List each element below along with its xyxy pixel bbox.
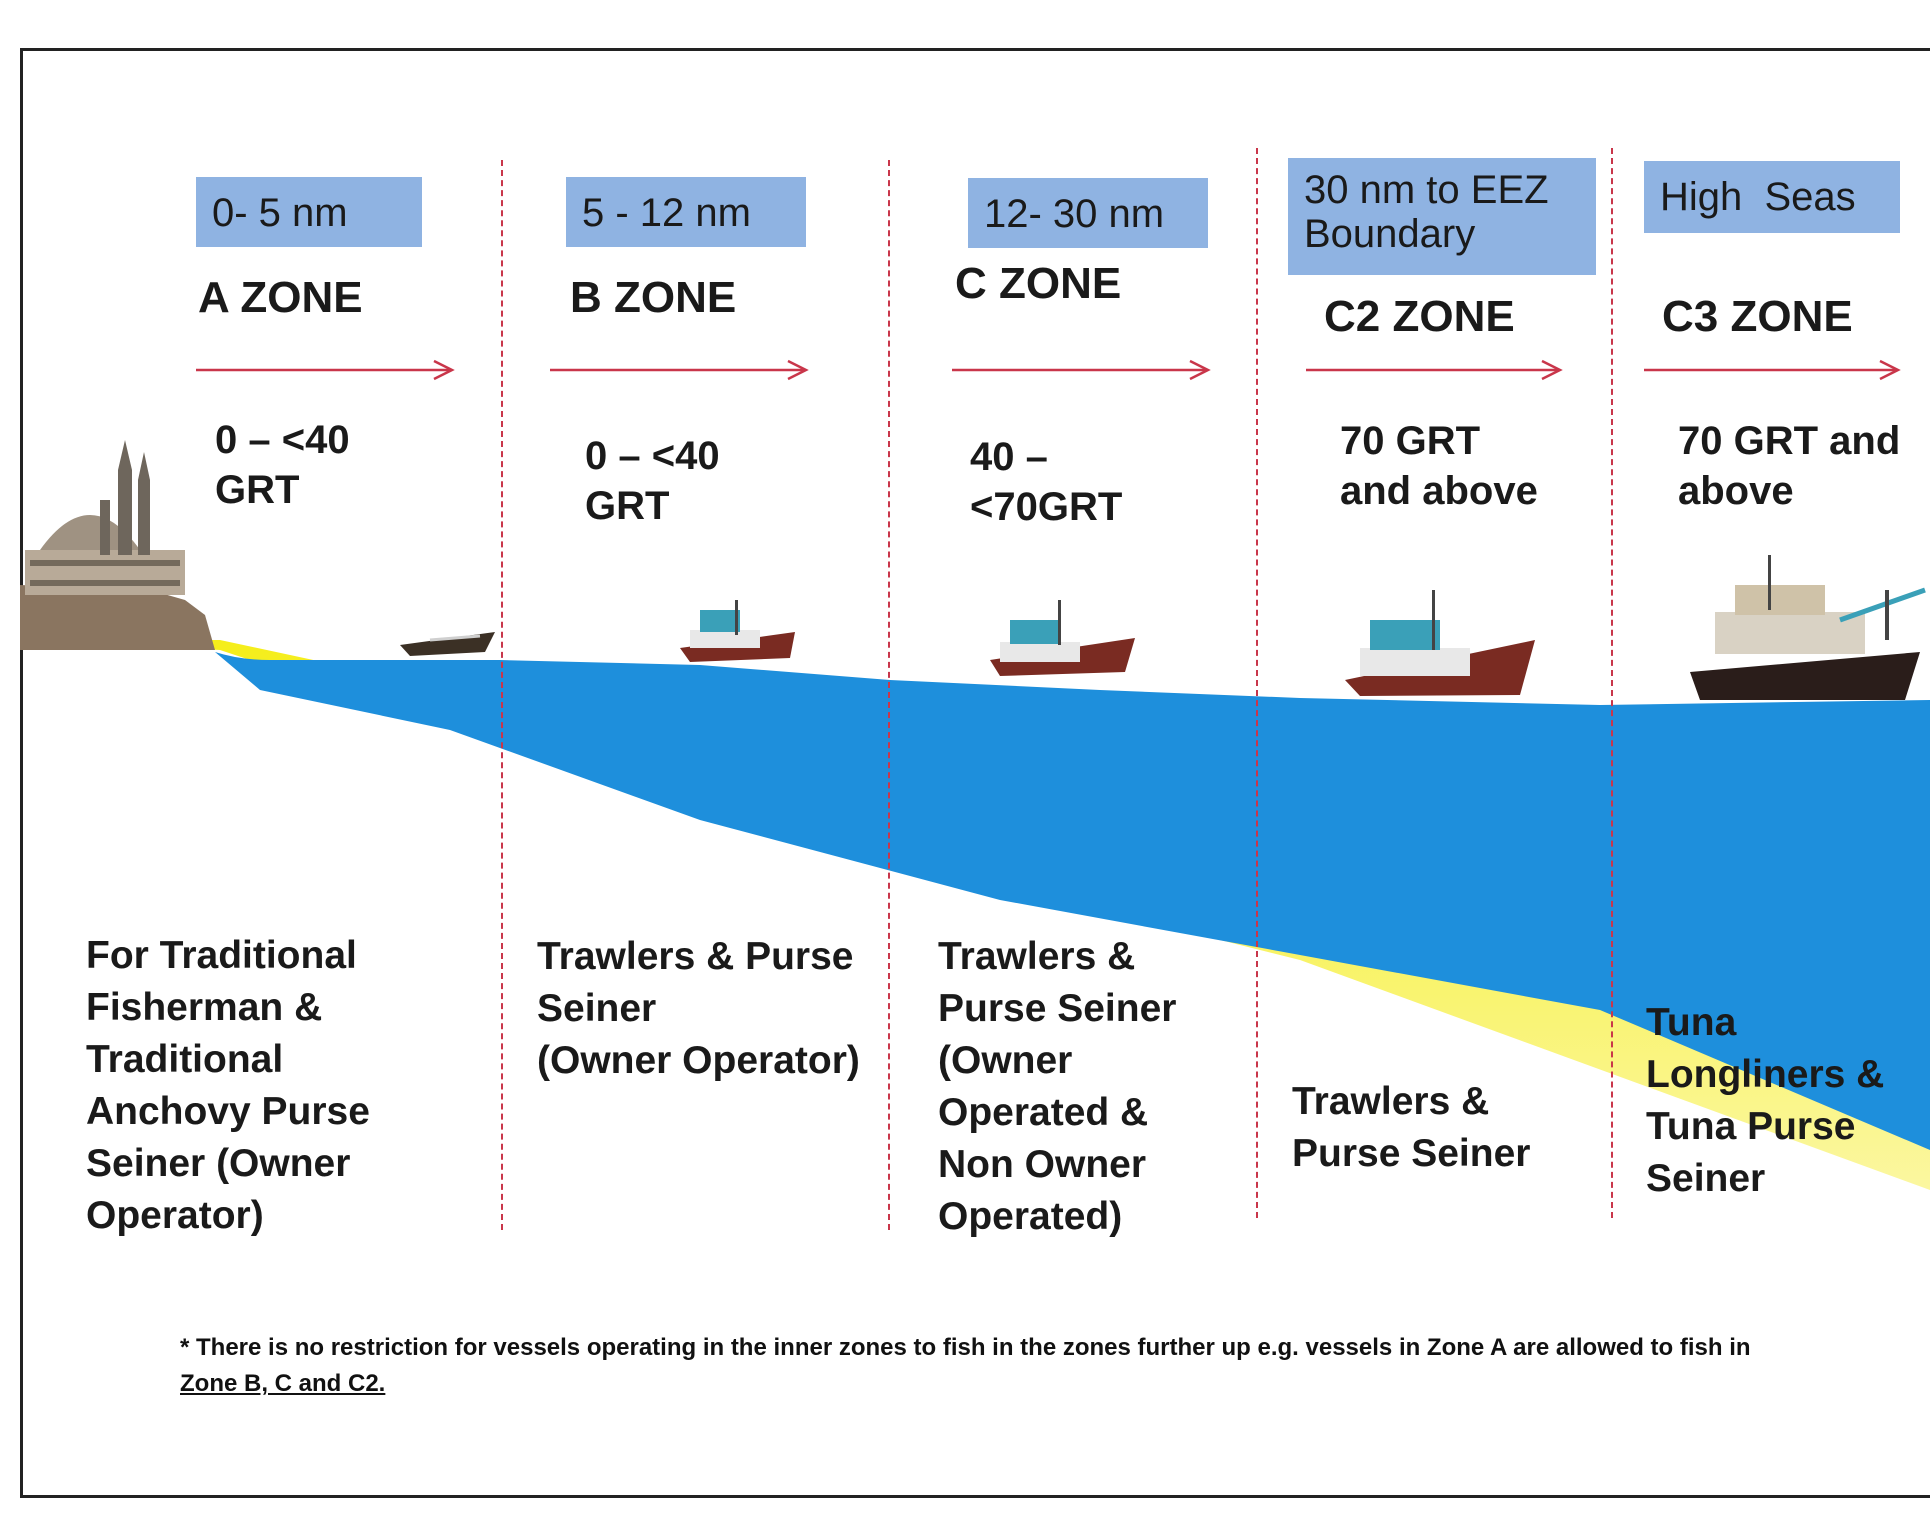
zone-divider <box>1256 148 1258 1218</box>
mosque-icon <box>20 440 215 650</box>
zone-c2-vessels: Trawlers & Purse Seiner <box>1292 1080 1531 1175</box>
zone-c-grt: 40 – <70GRT <box>970 435 1123 529</box>
zone-a-grt: 0 – <40 GRT <box>215 418 350 512</box>
zone-b-grt: 0 – <40 GRT <box>585 434 720 528</box>
zone-divider <box>501 160 503 1230</box>
zone-b-title: B ZONE <box>570 273 737 322</box>
zone-c3-title: C3 ZONE <box>1662 292 1853 341</box>
sampan-boat-icon <box>400 632 495 656</box>
zone-c3-grt: 70 GRT and above <box>1678 419 1901 513</box>
zone-c2-range-badge: 30 nm to EEZ Boundary <box>1288 158 1596 275</box>
zone-divider <box>888 160 890 1230</box>
zone-c-vessels: Trawlers & Purse Seiner (Owner Operated & Non Owner Operated) <box>938 935 1177 1238</box>
zone-c3-range-badge: High Seas <box>1644 161 1900 233</box>
zone-c2-title: C2 ZONE <box>1324 292 1515 341</box>
trawler-boat-icon <box>990 600 1135 676</box>
zone-a-vessels: For Traditional Fisherman & Traditional Anchovy Purse Seiner (Owner Operator) <box>86 934 370 1237</box>
zone-c2-grt: 70 GRT and above <box>1340 419 1538 513</box>
zone-c3-vessels: Tuna Longliners & Tuna Purse Seiner <box>1646 1001 1885 1200</box>
zone-b-vessels: Trawlers & Purse Seiner (Owner Operator) <box>537 935 860 1082</box>
zone-a-range-badge: 0- 5 nm <box>196 177 422 247</box>
footnote-main: * There is no restriction for vessels operating in the inner zones to fish in the zones further up e.g. vessels in Zone A are allowed to fish in <box>180 1334 1751 1361</box>
zone-arrows <box>196 361 1898 379</box>
zone-a-title: A ZONE <box>198 273 363 322</box>
zone-c-range-badge: 12- 30 nm <box>968 178 1208 248</box>
footnote <box>180 1330 1880 1402</box>
zone-divider <box>1611 148 1613 1218</box>
purse-seiner-boat-icon <box>1345 590 1535 696</box>
zone-c-title: C ZONE <box>955 259 1122 308</box>
fishing-boat-icon <box>680 600 795 662</box>
footnote-tail: Zone B, C and C2. <box>180 1370 386 1397</box>
zone-b-range-badge: 5 - 12 nm <box>566 177 806 247</box>
tuna-vessel-icon <box>1690 555 1925 700</box>
